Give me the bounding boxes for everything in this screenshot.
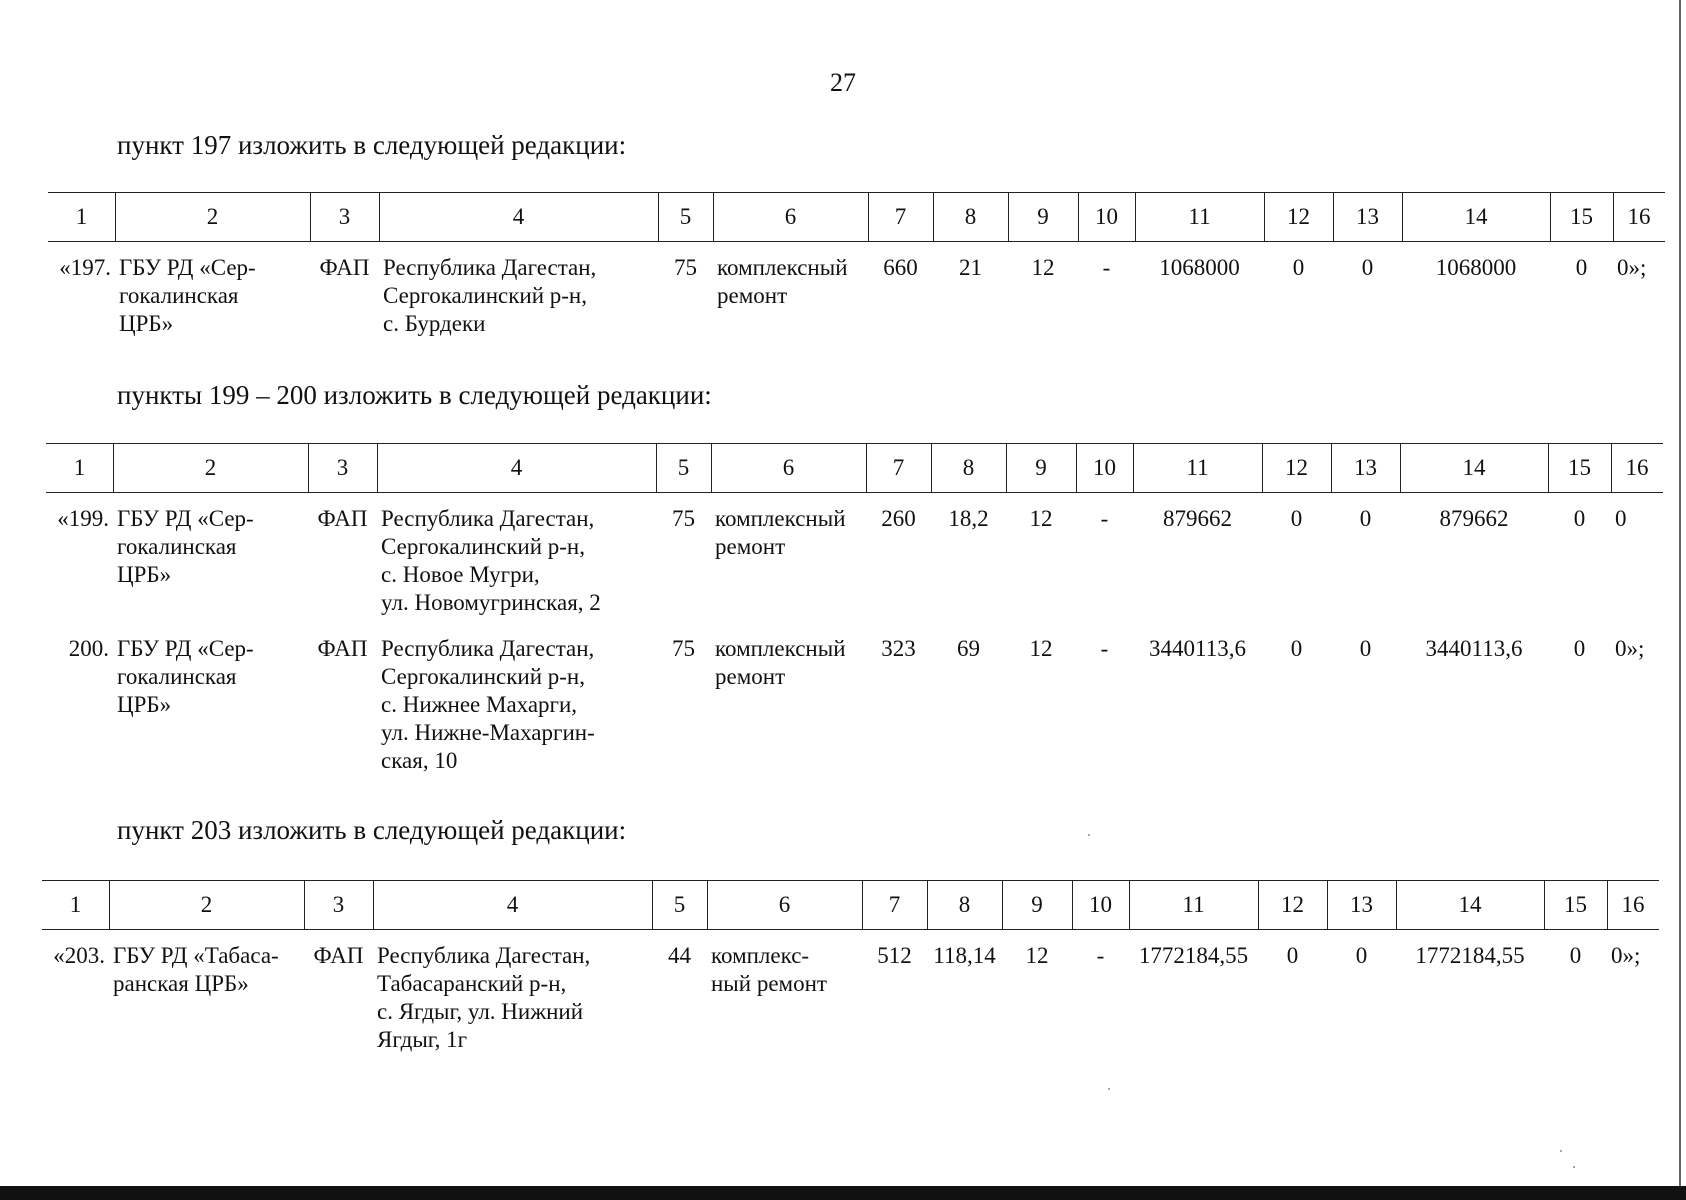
value-col-8 (935, 505, 1002, 533)
cell-line: 118,14 (933, 943, 996, 968)
column-header-16: 16 (1625, 455, 1649, 480)
value-col-13 (1331, 942, 1392, 970)
column-header-9: 9 (1031, 892, 1043, 917)
page-number: 27 (830, 68, 856, 97)
column-divider (652, 881, 653, 929)
column-divider (1544, 881, 1545, 929)
amount-col-14 (1400, 942, 1540, 970)
amount-total (1133, 942, 1254, 970)
column-divider (308, 444, 309, 492)
column-divider (1006, 444, 1007, 492)
cell-line: 0 (1290, 506, 1303, 531)
institution-name (119, 254, 306, 338)
column-divider (1611, 444, 1612, 492)
value-col-9 (1012, 254, 1074, 282)
value-col-7 (870, 635, 927, 663)
column-header-7: 7 (888, 892, 901, 917)
column-divider (713, 193, 714, 241)
column-divider (931, 444, 932, 492)
cell-line: ЦРБ» (119, 311, 174, 336)
cell-line: - (1100, 506, 1109, 531)
cell-line: 0 (1359, 636, 1372, 661)
value-col-10 (1076, 942, 1125, 970)
cell-line: 0»; (1611, 943, 1641, 968)
column-divider (1076, 444, 1077, 492)
cell-line: 0 (1573, 506, 1586, 531)
cell-line: Республика Дагестан, (381, 506, 595, 531)
cell-line: ул. Нижне-Махаргин- (381, 720, 595, 745)
column-divider (377, 444, 378, 492)
cell-line: 69 (957, 636, 980, 661)
column-header-6: 6 (782, 455, 795, 480)
capacity (660, 505, 707, 533)
cell-line: 200. (68, 636, 109, 661)
cell-line: с. Бурдеки (383, 311, 486, 336)
column-header-3: 3 (332, 892, 345, 917)
value-col-8 (937, 254, 1004, 282)
column-header-6: 6 (784, 204, 797, 229)
cell-line: гокалинская (117, 534, 237, 559)
cell-line: ремонт (715, 664, 786, 689)
column-header-10: 10 (1095, 204, 1118, 229)
section-heading: пункт 203 изложить в следующей редакции: (117, 815, 627, 845)
column-header-11: 11 (1186, 455, 1209, 480)
column-divider (711, 444, 712, 492)
cell-line: ный ремонт (711, 971, 827, 996)
cell-line: ЦРБ» (117, 562, 172, 587)
column-header-8: 8 (962, 455, 975, 480)
scan-speck (1573, 1166, 1575, 1168)
column-header-15: 15 (1570, 204, 1593, 229)
cell-line: 660 (883, 255, 918, 280)
value-col-10 (1082, 254, 1131, 282)
institution-name (117, 635, 304, 719)
amount-col-14 (1406, 254, 1546, 282)
column-header-4: 4 (512, 204, 525, 229)
section-heading: пункт 197 изложить в следующей редакции: (117, 130, 627, 160)
column-header-13: 13 (1354, 455, 1377, 480)
cell-line: 75 (672, 636, 695, 661)
column-divider (927, 881, 928, 929)
cell-line: ская, 10 (381, 748, 458, 773)
facility-type (312, 635, 373, 663)
cell-line: гокалинская (119, 283, 239, 308)
column-divider (1613, 193, 1614, 241)
work-type (717, 254, 864, 310)
cell-line: 512 (877, 943, 912, 968)
row-number (52, 254, 111, 282)
column-header-16: 16 (1621, 892, 1645, 917)
cell-line: 44 (668, 943, 691, 968)
column-header-13: 13 (1350, 892, 1373, 917)
column-header-14: 14 (1464, 204, 1488, 229)
column-header-8: 8 (958, 892, 971, 917)
cell-line: Ягдыг, 1г (377, 1027, 468, 1052)
column-header-7: 7 (892, 455, 905, 480)
amount-total (1137, 635, 1258, 663)
column-divider (868, 193, 869, 241)
cell-line: 1068000 (1435, 255, 1517, 280)
address (381, 635, 652, 775)
table-header-row (48, 192, 1665, 242)
column-divider (1078, 193, 1079, 241)
column-header-3: 3 (336, 455, 349, 480)
amount-col-14 (1404, 635, 1544, 663)
cell-line: Республика Дагестан, (377, 943, 591, 968)
capacity (660, 635, 707, 663)
cell-line: с. Ягдыг, ул. Нижний (377, 999, 584, 1024)
cell-line: Сергокалинский р-н, (383, 283, 587, 308)
value-col-9 (1010, 635, 1072, 663)
column-header-4: 4 (510, 455, 523, 480)
column-header-1: 1 (69, 892, 82, 917)
value-col-7 (870, 505, 927, 533)
column-header-14: 14 (1458, 892, 1482, 917)
cell-line: ГБУ РД «Табаса- (113, 943, 279, 968)
scan-bottom-border (0, 1186, 1686, 1200)
address (381, 505, 652, 617)
column-divider (658, 193, 659, 241)
cell-line: 260 (881, 506, 916, 531)
cell-line: 12 (1031, 255, 1055, 280)
row-number (46, 942, 105, 970)
column-divider (1333, 193, 1334, 241)
column-divider (1258, 881, 1259, 929)
column-divider (379, 193, 380, 241)
cell-line: с. Нижнее Махарги, (381, 692, 578, 717)
value-col-9 (1010, 505, 1072, 533)
scan-speck (1088, 834, 1090, 836)
facility-type (314, 254, 375, 282)
cell-line: гокалинская (117, 664, 237, 689)
value-col-12 (1262, 942, 1323, 970)
cell-line: «203. (53, 943, 105, 968)
value-col-13 (1337, 254, 1398, 282)
cell-line: 1068000 (1159, 255, 1240, 280)
column-divider (1327, 881, 1328, 929)
cell-line: комплексный (717, 255, 848, 280)
cell-line: ГБУ РД «Сер- (117, 506, 254, 531)
value-col-13 (1335, 505, 1396, 533)
work-type (715, 505, 862, 561)
column-header-4: 4 (506, 892, 519, 917)
column-divider (1002, 881, 1003, 929)
work-type (711, 942, 858, 998)
value-col-16 (1617, 254, 1661, 282)
cell-line: 323 (881, 636, 916, 661)
cell-line: 18,2 (948, 506, 989, 531)
cell-line: 0 (1292, 255, 1305, 280)
cell-line: ФАП (317, 636, 368, 661)
cell-line: 0»; (1617, 255, 1647, 280)
cell-line: 0 (1359, 506, 1372, 531)
cell-line: Республика Дагестан, (383, 255, 597, 280)
value-col-16 (1615, 635, 1659, 663)
amendment-table (46, 443, 1663, 773)
cell-line: ремонт (715, 534, 786, 559)
column-divider (1396, 881, 1397, 929)
address (377, 942, 648, 1054)
cell-line: 0 (1286, 943, 1299, 968)
column-header-2: 2 (206, 204, 219, 229)
scan-edge (1679, 0, 1681, 1186)
cell-line: - (1100, 636, 1109, 661)
column-header-2: 2 (200, 892, 213, 917)
column-header-1: 1 (73, 455, 86, 480)
scan-speck (1560, 1150, 1562, 1152)
value-col-12 (1266, 635, 1327, 663)
cell-line: 12 (1029, 506, 1053, 531)
column-header-15: 15 (1564, 892, 1587, 917)
column-divider (707, 881, 708, 929)
cell-line: 3440113,6 (1425, 636, 1523, 661)
value-col-8 (931, 942, 998, 970)
column-header-9: 9 (1035, 455, 1047, 480)
column-header-12: 12 (1285, 455, 1308, 480)
cell-line: 0 (1290, 636, 1303, 661)
column-divider (1133, 444, 1134, 492)
cell-line: ранская ЦРБ» (113, 971, 249, 996)
column-divider (862, 881, 863, 929)
institution-name (117, 505, 304, 589)
table-header-row (42, 880, 1659, 930)
cell-line: 21 (959, 255, 982, 280)
cell-line: комплексный (715, 636, 846, 661)
cell-line: Республика Дагестан, (381, 636, 595, 661)
column-divider (115, 193, 116, 241)
column-header-5: 5 (679, 204, 692, 229)
capacity (656, 942, 703, 970)
column-divider (866, 444, 867, 492)
cell-line: 1772184,55 (1415, 943, 1525, 968)
column-header-6: 6 (778, 892, 791, 917)
cell-line: ФАП (319, 255, 370, 280)
amendment-table (48, 192, 1665, 336)
value-col-16 (1615, 505, 1659, 533)
value-col-15 (1554, 254, 1609, 282)
work-type (715, 635, 862, 691)
column-divider (1550, 193, 1551, 241)
column-divider (933, 193, 934, 241)
facility-type (312, 505, 373, 533)
cell-line: 879662 (1439, 506, 1509, 531)
column-header-11: 11 (1182, 892, 1205, 917)
value-col-15 (1552, 505, 1607, 533)
column-divider (373, 881, 374, 929)
cell-line: ГБУ РД «Сер- (117, 636, 254, 661)
value-col-8 (935, 635, 1002, 663)
column-header-13: 13 (1356, 204, 1379, 229)
capacity (662, 254, 709, 282)
column-header-9: 9 (1037, 204, 1049, 229)
column-header-11: 11 (1188, 204, 1211, 229)
column-divider (1400, 444, 1401, 492)
value-col-10 (1080, 635, 1129, 663)
scan-speck (1108, 1088, 1110, 1090)
cell-line: ФАП (317, 506, 368, 531)
column-divider (1548, 444, 1549, 492)
column-divider (1008, 193, 1009, 241)
cell-line: 0 (1615, 506, 1627, 531)
column-header-5: 5 (677, 455, 690, 480)
column-header-16: 16 (1627, 204, 1651, 229)
cell-line: ремонт (717, 283, 788, 308)
cell-line: «197. (59, 255, 111, 280)
cell-line: 12 (1029, 636, 1053, 661)
column-header-5: 5 (673, 892, 686, 917)
cell-line: ФАП (313, 943, 364, 968)
cell-line: 1772184,55 (1138, 943, 1249, 968)
cell-line: - (1096, 943, 1105, 968)
row-number (50, 505, 109, 533)
cell-line: - (1102, 255, 1111, 280)
facility-type (308, 942, 369, 970)
cell-line: ГБУ РД «Сер- (119, 255, 256, 280)
table-header-row (46, 443, 1663, 493)
cell-line: 0 (1569, 943, 1582, 968)
amount-total (1137, 505, 1258, 533)
column-divider (1264, 193, 1265, 241)
cell-line: 0 (1575, 255, 1588, 280)
column-header-8: 8 (964, 204, 977, 229)
column-divider (310, 193, 311, 241)
cell-line: ул. Новомугринская, 2 (381, 590, 601, 615)
amount-col-14 (1404, 505, 1544, 533)
amount-total (1139, 254, 1260, 282)
column-divider (1607, 881, 1608, 929)
cell-line: ЦРБ» (117, 692, 172, 717)
cell-line: 75 (672, 506, 695, 531)
cell-line: 0»; (1615, 636, 1645, 661)
column-header-14: 14 (1462, 455, 1486, 480)
cell-line: Сергокалинский р-н, (381, 664, 585, 689)
cell-line: с. Новое Мугри, (381, 562, 540, 587)
amendment-table (42, 880, 1659, 1052)
cell-line: Сергокалинский р-н, (381, 534, 585, 559)
value-col-13 (1335, 635, 1396, 663)
value-col-9 (1006, 942, 1068, 970)
column-header-10: 10 (1089, 892, 1112, 917)
cell-line: комплексный (715, 506, 846, 531)
cell-line: 0 (1573, 636, 1586, 661)
value-col-12 (1268, 254, 1329, 282)
cell-line: 0 (1355, 943, 1368, 968)
row-number (50, 635, 109, 663)
value-col-15 (1552, 635, 1607, 663)
value-col-12 (1266, 505, 1327, 533)
column-divider (1402, 193, 1403, 241)
cell-line: 75 (674, 255, 697, 280)
column-divider (109, 881, 110, 929)
cell-line: Табасаранский р-н, (377, 971, 567, 996)
column-header-7: 7 (894, 204, 907, 229)
column-divider (1135, 193, 1136, 241)
column-header-12: 12 (1287, 204, 1310, 229)
section-heading: пункты 199 – 200 изложить в следующей редакции: (117, 380, 712, 410)
address (383, 254, 654, 338)
column-divider (1072, 881, 1073, 929)
column-header-3: 3 (338, 204, 351, 229)
column-header-10: 10 (1093, 455, 1116, 480)
column-divider (1262, 444, 1263, 492)
cell-line: 3440113,6 (1149, 636, 1246, 661)
column-header-1: 1 (75, 204, 88, 229)
cell-line: 0 (1361, 255, 1374, 280)
column-divider (1331, 444, 1332, 492)
column-divider (113, 444, 114, 492)
cell-line: «199. (57, 506, 109, 531)
value-col-15 (1548, 942, 1603, 970)
value-col-7 (872, 254, 929, 282)
institution-name (113, 942, 300, 998)
column-header-12: 12 (1281, 892, 1304, 917)
column-divider (1129, 881, 1130, 929)
cell-line: 12 (1025, 943, 1049, 968)
column-header-2: 2 (204, 455, 217, 480)
column-header-15: 15 (1568, 455, 1591, 480)
value-col-10 (1080, 505, 1129, 533)
column-divider (304, 881, 305, 929)
cell-line: комплекс- (711, 943, 810, 968)
value-col-16 (1611, 942, 1655, 970)
cell-line: 879662 (1163, 506, 1232, 531)
value-col-7 (866, 942, 923, 970)
column-divider (656, 444, 657, 492)
